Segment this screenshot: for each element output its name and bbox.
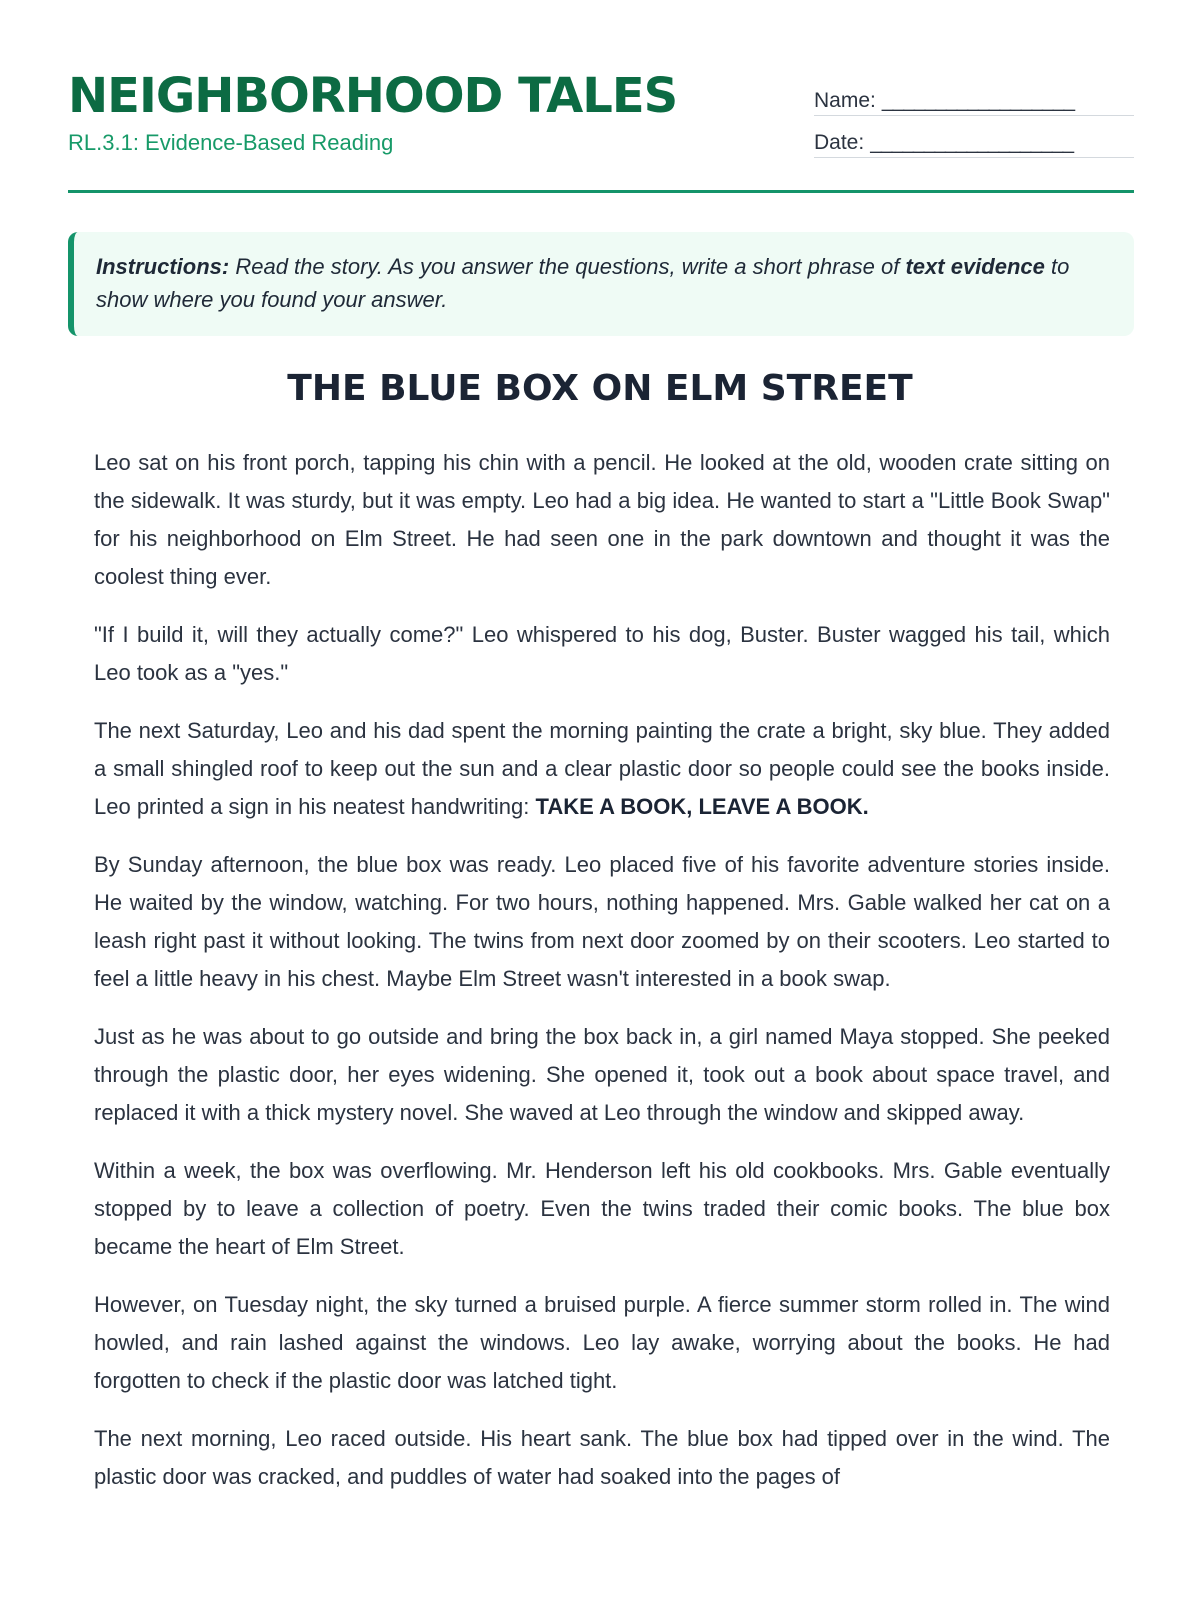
instructions-lead: Instructions:	[96, 254, 230, 279]
worksheet-title: NEIGHBORHOOD TALES	[68, 68, 678, 124]
story-body	[94, 444, 1110, 1516]
story-paragraph-1: Leo sat on his front porch, tapping his chin with a pencil. He looked at the old, wooden crate sitting on the sidewalk. It was sturdy, but it was empty. Leo had a big idea. He wanted to start a "Little Book Swap" for his neighborhood on Elm Street. He had seen one in the park downtown and thought it was the coolest thing ever.	[94, 450, 1110, 589]
instructions-emphasis: text evidence	[905, 254, 1045, 279]
story-title: THE BLUE BOX ON ELM STREET	[287, 368, 913, 409]
story-paragraph-6: Within a week, the box was overflowing. Mr. Henderson left his old cookbooks. Mrs. Gable eventually stopped by to leave a collection of poetry. Even the twins traded their comic books. The blue box became the heart of Elm Street.	[94, 1158, 1110, 1259]
date-label: Date:	[814, 131, 865, 154]
worksheet-header	[68, 62, 1134, 193]
name-blank: __________________	[881, 89, 1075, 112]
story-paragraph-3-text: The next Saturday, Leo and his dad spent the morning painting the crate a bright, sky blue. They added a small shingled roof to keep out the sun and a clear plastic door so people could see the books inside. Leo printed a sign in his neatest handwriting:	[94, 718, 1110, 819]
instructions-box	[68, 232, 1134, 336]
date-blank: ___________________	[870, 131, 1074, 154]
story-paragraph-7: However, on Tuesday night, the sky turned a bruised purple. A fierce summer storm rolled in. The wind howled, and rain lashed against the windows. Leo lay awake, worrying about the books. He had forgotten to check if the plastic door was latched tight.	[94, 1292, 1110, 1393]
story-paragraph-3	[94, 712, 1110, 826]
story-paragraph-4: By Sunday afternoon, the blue box was ready. Leo placed five of his favorite adventure stories inside. He waited by the window, watching. For two hours, nothing happened. Mrs. Gable walked her cat on a leash right past it without looking. The twins from next door zoomed by on their scooters. Leo started to feel a little heavy in his chest. Maybe Elm Street wasn't interested in a book swap.	[94, 852, 1110, 991]
instructions-text-1: Read the story. As you answer the questions, write a short phrase of	[229, 254, 906, 279]
story-paragraph-5: Just as he was about to go outside and bring the box back in, a girl named Maya stopped. She peeked through the plastic door, her eyes widening. She opened it, took out a book about space travel, and replaced it with a thick mystery novel. She waved at Leo through the window and skipped away.	[94, 1024, 1110, 1125]
date-field[interactable]	[814, 118, 1134, 158]
name-label: Name:	[814, 89, 876, 112]
student-info	[814, 76, 1134, 158]
sign-text: TAKE A BOOK, LEAVE A BOOK.	[535, 794, 869, 819]
story-paragraph-2: "If I build it, will they actually come?" Leo whispered to his dog, Buster. Buster wagged his tail, which Leo took as a "yes."	[94, 622, 1110, 685]
standard-label: RL.3.1: Evidence-Based Reading	[68, 130, 394, 155]
name-field[interactable]	[814, 76, 1134, 116]
story-paragraph-8: The next morning, Leo raced outside. His heart sank. The blue box had tipped over in the wind. The plastic door was cracked, and puddles of water had soaked into the pages of	[94, 1426, 1110, 1489]
instructions-text-2: to show where you found your answer.	[96, 254, 1070, 312]
